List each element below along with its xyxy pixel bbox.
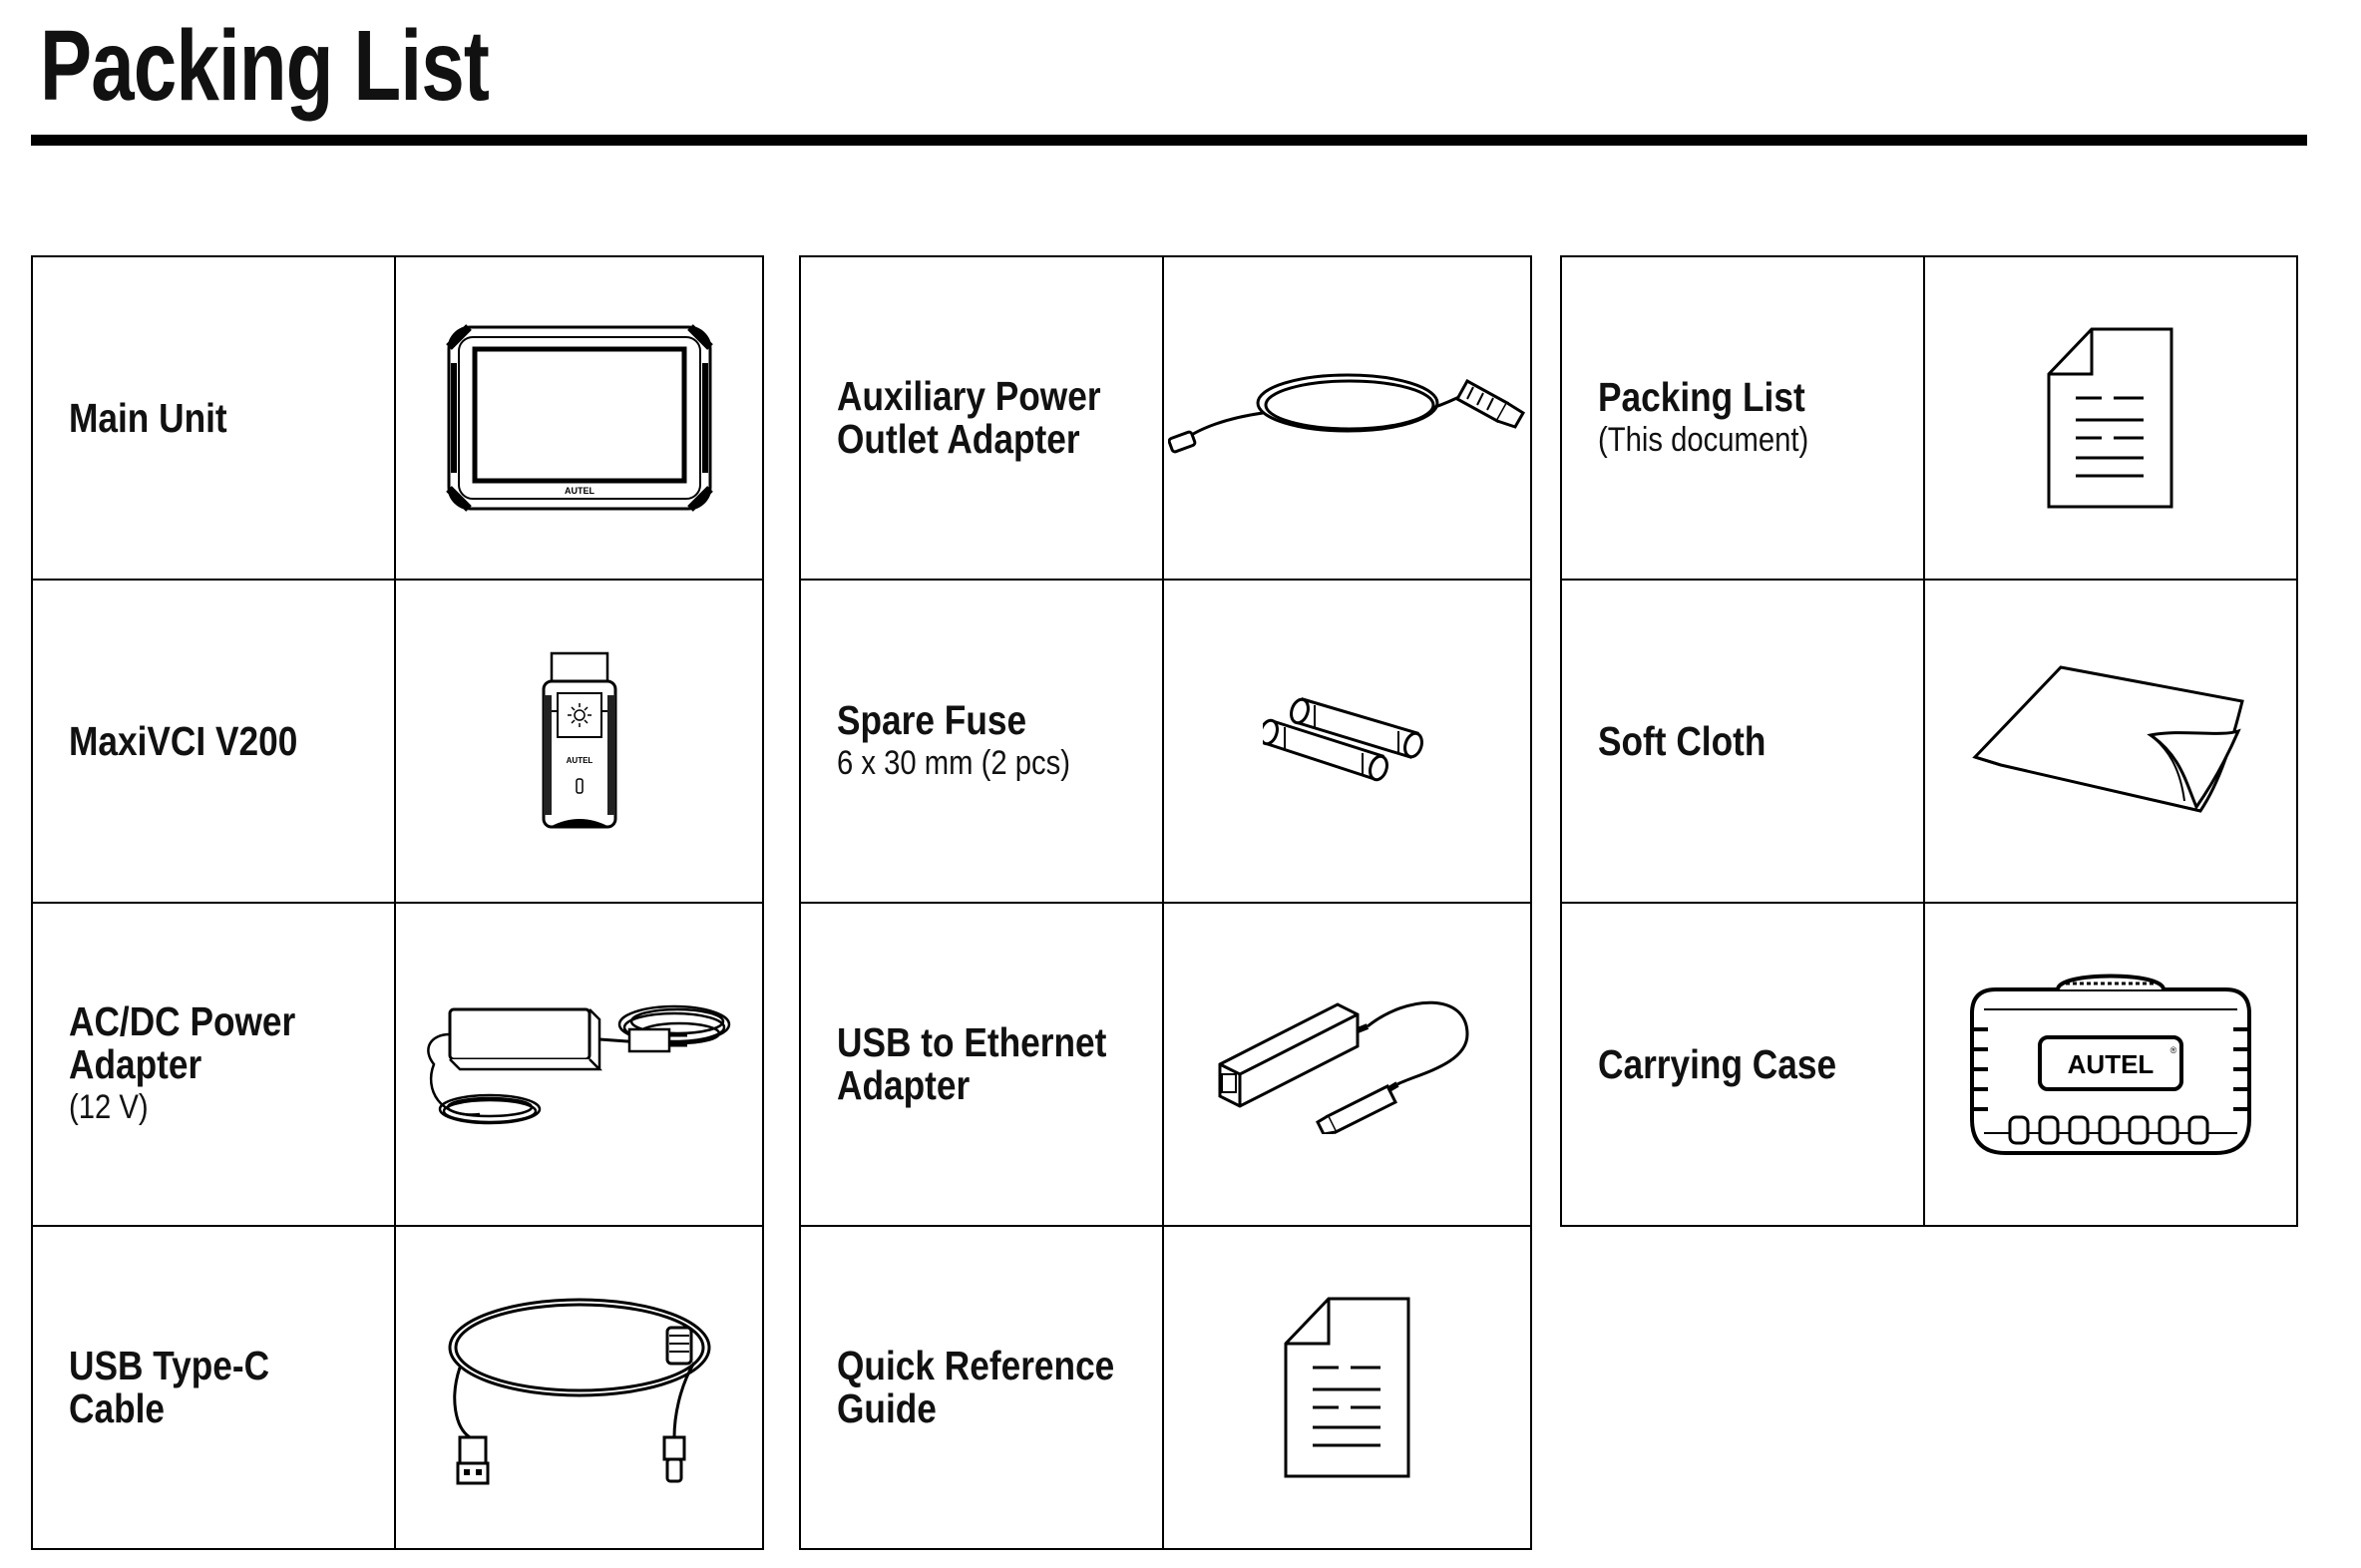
item-name: USB to Ethernet Adapter <box>837 1019 1107 1108</box>
item-label-cell <box>1561 256 1924 580</box>
document-icon <box>2046 326 2175 511</box>
packing-table-1 <box>31 255 764 1550</box>
cloth-icon <box>1971 661 2250 821</box>
packing-table-3 <box>1560 255 2298 1227</box>
item-note: 6 x 30 mm (2 pcs) <box>837 743 1070 782</box>
item-label-cell <box>800 580 1163 903</box>
list-item <box>1561 256 2297 580</box>
item-label-cell <box>32 256 395 580</box>
vci-logo: AUTEL <box>566 756 592 765</box>
item-label-cell <box>1561 903 1924 1226</box>
item-image-cell <box>1163 580 1531 903</box>
list-item <box>800 1226 1531 1549</box>
item-image-cell <box>395 580 763 903</box>
item-name: Packing List (This document) <box>1598 373 1809 459</box>
item-image-cell <box>1924 256 2297 580</box>
item-name: Carrying Case <box>1598 1040 1837 1087</box>
item-name: Spare Fuse 6 x 30 mm (2 pcs) <box>837 696 1070 782</box>
item-label-cell <box>32 1226 395 1549</box>
case-logo-mark: ® <box>2169 1045 2177 1055</box>
item-image-cell <box>1163 256 1531 580</box>
title-rule <box>31 135 2307 146</box>
tablet-icon <box>445 323 714 513</box>
item-name: AC/DC Power Adapter (12 V) <box>69 1000 348 1128</box>
item-name: USB Type-C Cable <box>69 1343 270 1431</box>
list-item <box>32 903 763 1226</box>
item-note: (This document) <box>1598 420 1809 459</box>
item-label-cell <box>800 903 1163 1226</box>
item-name: Auxiliary Power Outlet Adapter <box>837 373 1101 462</box>
item-name: Quick Reference Guide <box>837 1343 1115 1431</box>
case-logo: AUTEL <box>2067 1049 2155 1079</box>
car-charger-cable-icon <box>1168 363 1527 473</box>
list-item <box>1561 903 2297 1226</box>
item-name: MaxiVCI V200 <box>69 717 298 764</box>
list-item <box>800 580 1531 903</box>
item-image-cell <box>395 903 763 1226</box>
item-image-cell <box>1163 903 1531 1226</box>
list-item <box>32 1226 763 1549</box>
list-item <box>32 580 763 903</box>
item-note: (12 V) <box>69 1088 149 1126</box>
item-image-cell <box>395 1226 763 1549</box>
item-label-cell <box>800 1226 1163 1549</box>
carrying-case-icon <box>1966 970 2255 1159</box>
ethernet-adapter-icon <box>1218 994 1477 1134</box>
power-adapter-icon <box>420 989 739 1139</box>
usb-cable-icon <box>440 1288 719 1487</box>
item-name: Main Unit <box>69 394 227 441</box>
packing-table-2 <box>799 255 1532 1550</box>
item-label-cell <box>32 903 395 1226</box>
page-title: Packing List <box>40 10 490 122</box>
fuse-icon <box>1263 691 1432 791</box>
item-label-cell <box>800 256 1163 580</box>
item-label-cell <box>32 580 395 903</box>
vci-dongle-icon <box>540 651 619 831</box>
list-item <box>800 256 1531 580</box>
item-image-cell <box>1924 580 2297 903</box>
list-item <box>32 256 763 580</box>
item-image-cell <box>1163 1226 1531 1549</box>
tablet-logo: AUTEL <box>564 486 594 496</box>
item-name: Soft Cloth <box>1598 717 1767 764</box>
item-image-cell <box>1924 903 2297 1226</box>
item-label-cell <box>1561 580 1924 903</box>
item-image-cell <box>395 256 763 580</box>
list-item <box>800 903 1531 1226</box>
document-icon <box>1283 1296 1412 1480</box>
list-item <box>1561 580 2297 903</box>
